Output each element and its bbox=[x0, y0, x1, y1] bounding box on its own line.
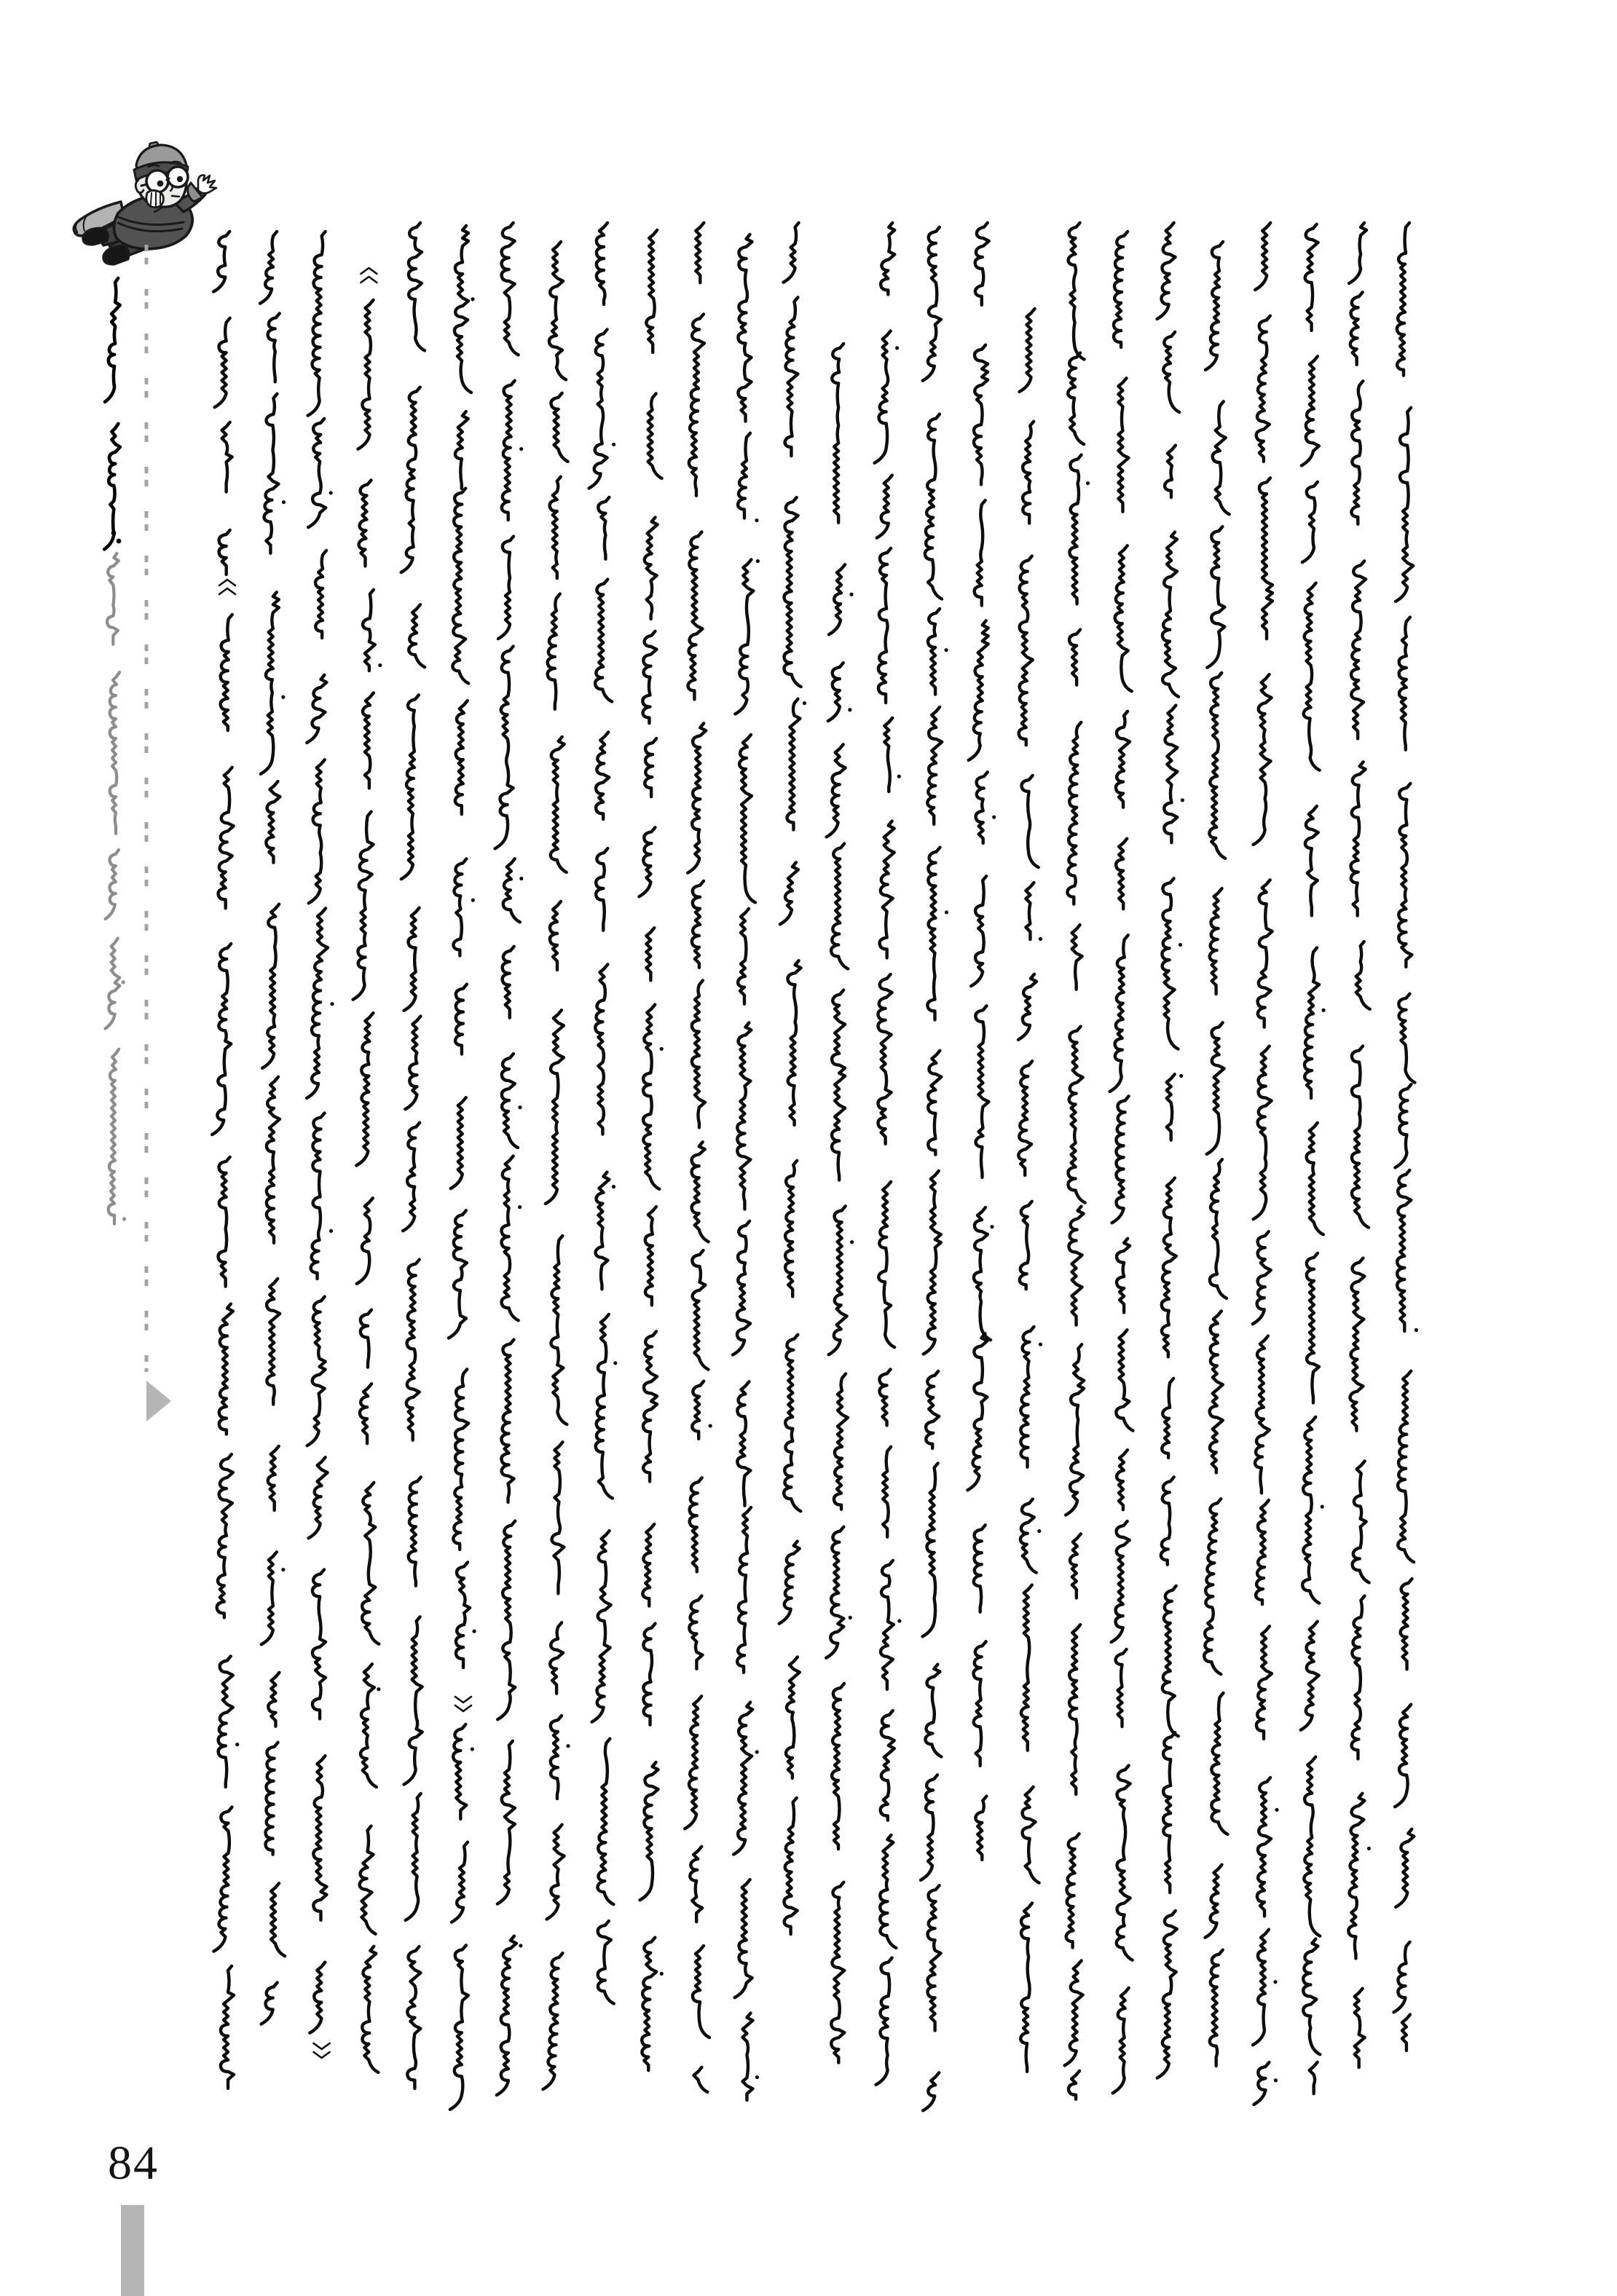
text-column bbox=[875, 223, 902, 2085]
page-number: 84 bbox=[108, 2137, 159, 2190]
text-column bbox=[589, 223, 618, 2003]
text-column bbox=[1065, 223, 1090, 2099]
text-column bbox=[1018, 309, 1042, 2072]
divider-arrow-icon bbox=[146, 1381, 171, 1421]
text-column bbox=[826, 344, 854, 2063]
text-column bbox=[495, 223, 524, 2095]
quote-mark bbox=[314, 2043, 330, 2058]
quote-mark bbox=[455, 1697, 471, 1711]
text-column bbox=[1204, 242, 1230, 2066]
footer-bar bbox=[121, 2205, 144, 2296]
text-column bbox=[967, 223, 996, 1860]
text-column bbox=[543, 242, 570, 2089]
text-column bbox=[401, 223, 425, 2088]
text-column bbox=[1394, 223, 1418, 2051]
text-column bbox=[449, 226, 476, 2110]
text-column bbox=[639, 230, 663, 2070]
text-column bbox=[1301, 224, 1326, 2094]
text-column bbox=[260, 232, 286, 2024]
quote-mark bbox=[219, 580, 235, 594]
text-column bbox=[1110, 232, 1133, 2093]
text-column bbox=[1157, 223, 1184, 2078]
text-column bbox=[921, 227, 948, 2110]
text-column bbox=[733, 234, 760, 2100]
text-column bbox=[779, 223, 806, 1934]
text-column bbox=[685, 223, 712, 2092]
header-subtitle-script bbox=[106, 553, 127, 1224]
text-column bbox=[1348, 223, 1371, 2067]
text-column bbox=[307, 232, 334, 2033]
text-column bbox=[212, 232, 239, 2088]
text-column bbox=[353, 300, 382, 2072]
text-column bbox=[1253, 223, 1279, 2104]
quote-mark bbox=[361, 268, 377, 283]
header-title-script bbox=[104, 278, 120, 549]
